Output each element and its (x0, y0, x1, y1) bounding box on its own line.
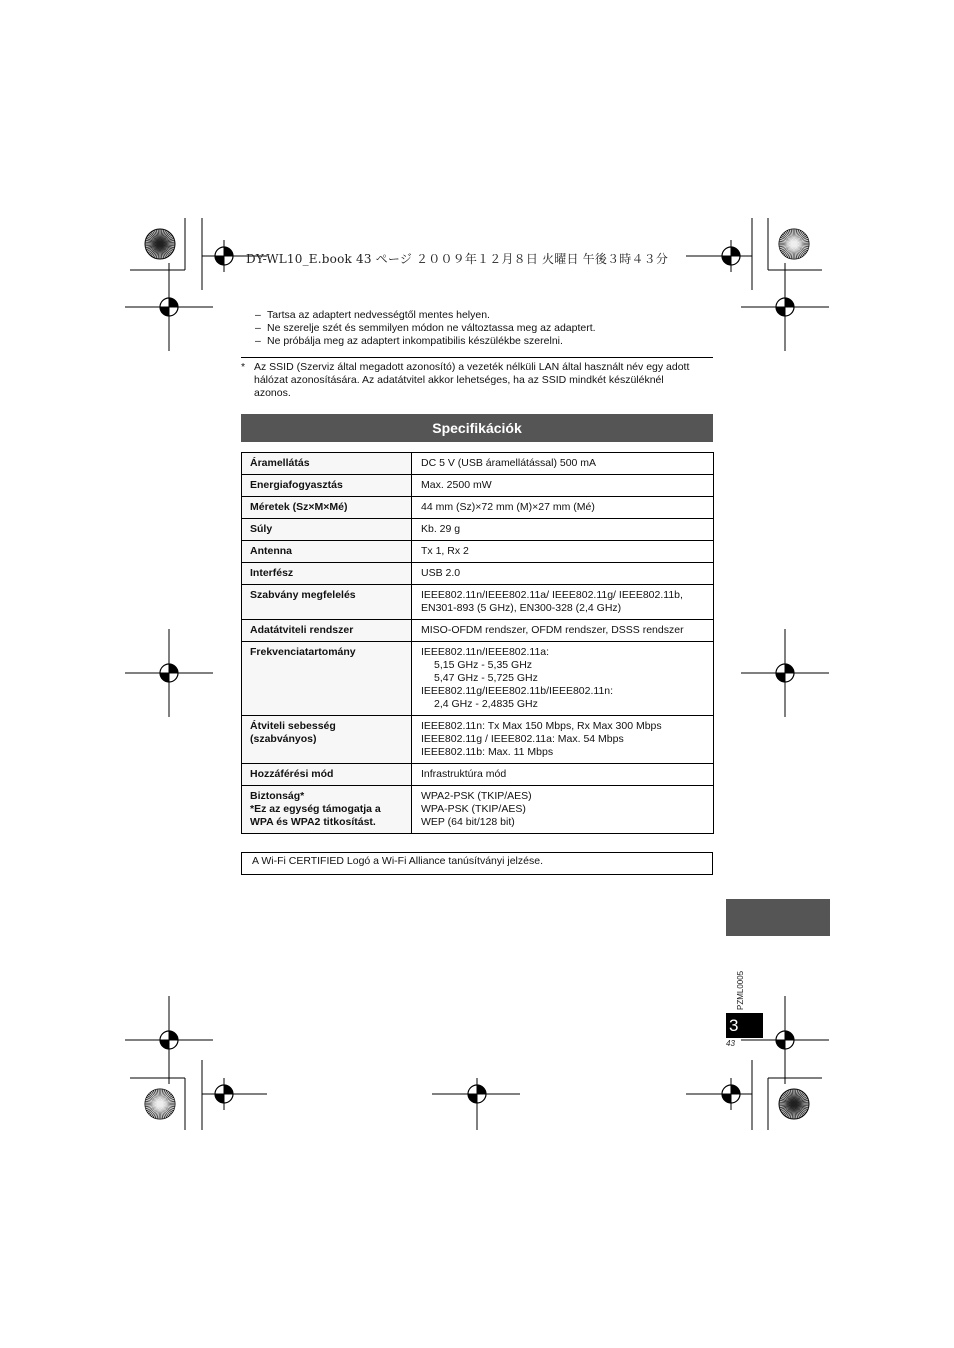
starburst-icon (779, 1089, 809, 1119)
footnote-divider (241, 357, 713, 358)
spec-label (242, 585, 412, 620)
spec-label-line: Frekvenciatartomány (250, 646, 356, 658)
spec-value (412, 475, 714, 497)
table-row (242, 453, 714, 475)
spec-label (242, 541, 412, 563)
list-item: – Ne szerelje szét és semmilyen módon ne változtassa meg az adaptert. (255, 322, 596, 334)
table-row (242, 642, 714, 716)
table-row (242, 786, 714, 834)
table-row (242, 585, 714, 620)
spec-value-line: WPA-PSK (TKIP/AES) (421, 803, 526, 815)
spec-value-line: IEEE802.11n: Tx Max 150 Mbps, Rx Max 300 Mbps (421, 720, 662, 732)
table-row (242, 620, 714, 642)
crosshair-icon (461, 1078, 493, 1110)
spec-label-line: Szabvány megfelelés (250, 589, 356, 601)
chapter-tab: 3 (726, 1013, 763, 1038)
table-row (242, 716, 714, 764)
spec-value (412, 620, 714, 642)
spec-label (242, 642, 412, 716)
spec-label-line: Súly (250, 523, 273, 535)
running-head: DY-WL10_E.book 43 ページ ２００９年１２月８日 火曜日 午後３時４３分 (246, 252, 669, 266)
spec-label-line: *Ez az egység támogatja a (250, 803, 381, 815)
spec-label-line: Adatátviteli rendszer (250, 624, 354, 636)
spec-label-line: Energiafogyasztás (250, 479, 343, 491)
list-item: – Ne próbálja meg az adaptert inkompatibilis készülékbe szerelni. (255, 335, 563, 347)
starburst-icon (779, 229, 809, 259)
table-row (242, 764, 714, 786)
footnote-marker: * (241, 361, 246, 373)
spec-value (412, 585, 714, 620)
spec-value-line: 5,47 GHz - 5,725 GHz (434, 672, 538, 684)
spec-value-line: Tx 1, Rx 2 (421, 545, 469, 557)
spec-value-line: IEEE802.11b: Max. 11 Mbps (421, 746, 554, 758)
model-code: PZML0005 (736, 970, 745, 1010)
footnote-line: Az SSID (Szerviz által megadott azonosító) a vezeték nélküli LAN által használt név egy adott (254, 361, 690, 373)
spec-label (242, 453, 412, 475)
spec-value-line: EN301-893 (5 GHz), EN300-328 (2,4 GHz) (421, 602, 622, 614)
spec-value-line: USB 2.0 (421, 567, 461, 579)
crosshair-icon (741, 629, 829, 717)
spec-value (412, 453, 714, 475)
spec-label (242, 475, 412, 497)
spec-value-line: Kb. 29 g (421, 523, 461, 535)
spec-label (242, 563, 412, 585)
table-row (242, 497, 714, 519)
spec-value-line: IEEE802.11g / IEEE802.11a: Max. 54 Mbps (421, 733, 624, 745)
crosshair-icon (715, 240, 747, 272)
spec-value-line: IEEE802.11g/IEEE802.11b/IEEE802.11n: (421, 685, 614, 697)
spec-value-line: WEP (64 bit/128 bit) (421, 816, 515, 828)
starburst-icon (145, 1089, 175, 1119)
crosshair-icon (715, 1078, 747, 1110)
spec-label (242, 764, 412, 786)
spec-value (412, 642, 714, 716)
spec-value-line: WPA2-PSK (TKIP/AES) (421, 790, 532, 802)
spec-value-line: 2,4 GHz - 2,4835 GHz (434, 698, 538, 710)
spec-label (242, 519, 412, 541)
spec-value (412, 786, 714, 834)
footnote-line: azonos. (254, 387, 291, 399)
spec-label-line: Biztonság* (250, 790, 305, 802)
spec-label-line: Hozzáférési mód (250, 768, 334, 780)
crosshair-icon (125, 629, 213, 717)
spec-label (242, 786, 412, 834)
spec-value (412, 497, 714, 519)
spec-table (241, 452, 714, 834)
spec-label (242, 497, 412, 519)
crosshair-icon (125, 996, 213, 1084)
table-row (242, 541, 714, 563)
section-title: Specifikációk (241, 414, 713, 442)
footnote-line: hálózat azonosítására. Az adatátvitel akkor lehetséges, ha az SSID mindkét készüléknél (254, 374, 664, 386)
spec-value (412, 716, 714, 764)
crosshair-icon (208, 240, 240, 272)
ssid-footnote (241, 361, 713, 400)
spec-label-line: (szabványos) (250, 733, 317, 745)
spec-label-line: Átviteli sebesség (250, 720, 336, 732)
crosshair-icon (741, 263, 829, 351)
spec-label (242, 716, 412, 764)
spec-label-line: WPA és WPA2 titkosítást. (250, 816, 376, 828)
spec-value-line: Max. 2500 mW (421, 479, 492, 491)
spec-value-line: Infrastruktúra mód (421, 768, 507, 780)
spec-value-line: DC 5 V (USB áramellátással) 500 mA (421, 457, 597, 469)
spec-value-line: 44 mm (Sz)×72 mm (M)×27 mm (Mé) (421, 501, 595, 513)
spec-label-line: Áramellátás (250, 457, 310, 469)
spec-value (412, 764, 714, 786)
table-row (242, 519, 714, 541)
spec-label-line: Interfész (250, 567, 294, 579)
spec-label-line: Méretek (Sz×M×Mé) (250, 501, 348, 513)
bullet-list (255, 309, 596, 348)
wifi-note-text: A Wi-Fi CERTIFIED Logó a Wi-Fi Alliance tanúsítványi jelzése. (252, 855, 543, 867)
page-number: 43 (726, 1039, 735, 1048)
spec-label (242, 620, 412, 642)
spec-value (412, 563, 714, 585)
spec-value-line: IEEE802.11n/IEEE802.11a: (421, 646, 550, 658)
spec-value-line: IEEE802.11n/IEEE802.11a/ IEEE802.11g/ IEEE802.11b, (421, 589, 683, 601)
table-row (242, 563, 714, 585)
table-row (242, 475, 714, 497)
language-tab (726, 899, 830, 936)
spec-value (412, 541, 714, 563)
crosshair-icon (741, 996, 829, 1084)
wifi-certified-note (241, 852, 713, 875)
spec-value-line: MISO-OFDM rendszer, OFDM rendszer, DSSS rendszer (421, 624, 684, 636)
spec-value-line: 5,15 GHz - 5,35 GHz (434, 659, 533, 671)
spec-value (412, 519, 714, 541)
spec-label-line: Antenna (250, 545, 292, 557)
list-item: – Tartsa az adaptert nedvességtől mentes helyen. (255, 309, 490, 321)
crosshair-icon (125, 263, 213, 351)
crosshair-icon (208, 1078, 240, 1110)
starburst-icon (145, 229, 175, 259)
